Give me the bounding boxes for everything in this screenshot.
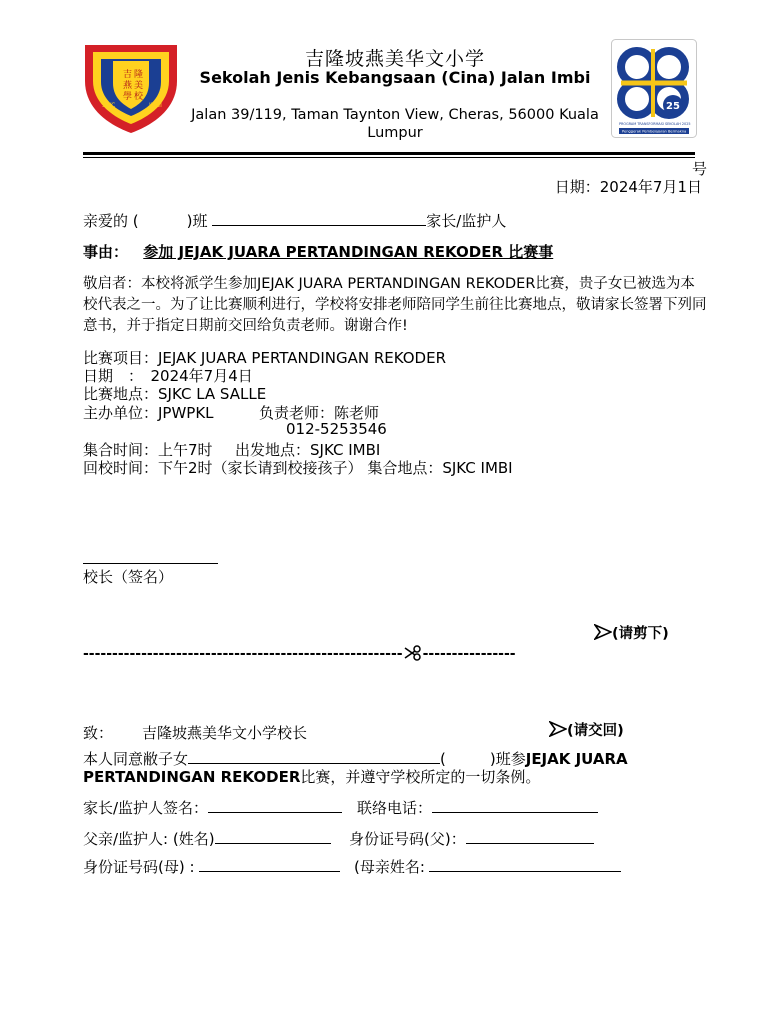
arrow-pointer-icon xyxy=(549,721,567,737)
return-label: (请交回) xyxy=(567,723,624,739)
logo-text: 25 xyxy=(666,101,680,112)
field-label: 身份证号码(父)： xyxy=(349,830,466,848)
mother-ic-field xyxy=(83,856,340,877)
cut-dashes-left: ------------------------------------------------------- xyxy=(83,646,403,662)
scissors-icon xyxy=(403,645,423,661)
return-instruction xyxy=(549,719,624,740)
father-ic-blank[interactable] xyxy=(466,831,594,844)
arrow-pointer-icon xyxy=(594,624,612,640)
letter-date: 日期：2024年7月1日 xyxy=(554,178,702,196)
detail-gather-time: 集合时间：上午7时 xyxy=(83,441,213,459)
mother-name-field xyxy=(354,856,621,877)
letter-body: 敬启者：本校将派学生参加JEJAK JUARA PERTANDINGAN REKODER比赛，贵子女已被选为本校代表之一。为了让比赛顺利进行，学校将安排老师陪同学生前往比赛地点，敬请家长签署下列同意书，并于指定日期前交回给负责老师。谢谢合作! xyxy=(83,276,707,334)
school-address: Jalan 39/119, Taman Taynton View, Cheras, 56000 Kuala Lumpur xyxy=(191,107,599,141)
crest-text: IMBI xyxy=(149,102,162,109)
crest-text: 美 xyxy=(134,81,144,91)
phone-field xyxy=(357,797,598,818)
consent-rest: 比赛，并遵守学校所定的一切条例。 xyxy=(300,768,541,786)
father-name-field xyxy=(83,828,331,849)
field-label: 父亲/监护人: (姓名) xyxy=(83,830,215,848)
header-divider-thick xyxy=(83,152,695,155)
consent-line-2 xyxy=(83,766,540,787)
header-divider-thin xyxy=(83,157,695,158)
field-label: 身份证号码(母) : xyxy=(83,858,195,876)
contact-phone: 012-5253546 xyxy=(286,420,387,438)
subject-label: 事由： xyxy=(83,243,129,261)
program-transformasi-logo xyxy=(611,39,697,138)
cut-instruction xyxy=(594,622,669,643)
logo-text: Penggerak Pembelajaran Bermakna xyxy=(622,129,687,134)
consent-class: )班参 xyxy=(489,750,526,768)
mother-name-blank[interactable] xyxy=(429,859,621,872)
child-name-blank[interactable] xyxy=(188,751,440,764)
detail-date: 日期 ： 2024年7月4日 xyxy=(83,367,253,385)
school-name-english: Sekolah Jenis Kebangsaan (Cina) Jalan Imbi xyxy=(199,68,591,87)
subject-line xyxy=(83,241,553,262)
crest-text: SJKC xyxy=(102,102,116,109)
father-ic-field xyxy=(349,828,594,849)
reply-to-label: 致： xyxy=(83,724,114,742)
crest-text: 吉 xyxy=(123,70,133,80)
contact-teacher: 负责老师：陈老师 xyxy=(259,404,380,422)
cut-dashes-right: ---------------- xyxy=(422,646,516,662)
parent-signature-field xyxy=(83,797,342,818)
consent-event-part2: PERTANDINGAN REKODER xyxy=(83,768,301,786)
subject-text: 参加 JEJAK JUARA PERTANDINGAN REKODER 比赛事 xyxy=(143,243,554,261)
crest-text: 隆 xyxy=(134,70,144,80)
detail-organizer: 主办单位：JPWPKL xyxy=(83,404,214,422)
cut-label: (请剪下) xyxy=(612,626,669,642)
detail-venue: 比赛地点：SJKC LA SALLE xyxy=(83,385,267,403)
field-label: (母亲姓名: xyxy=(354,858,425,876)
father-name-blank[interactable] xyxy=(215,831,331,844)
salutation-class: )班 xyxy=(186,212,208,230)
field-label: 联络电话： xyxy=(357,799,433,817)
crest-text: 校 xyxy=(134,92,144,102)
salutation-suffix: 家长/监护人 xyxy=(426,212,507,230)
phone-blank[interactable] xyxy=(432,800,598,813)
logo-text: PROGRAM TRANSFORMASI SEKOLAH 2025 xyxy=(619,122,691,126)
signature-title: 校长（签名） xyxy=(83,568,174,586)
school-crest-logo xyxy=(83,43,179,135)
field-label: 家长/监护人签名： xyxy=(83,799,209,817)
signature-line xyxy=(83,563,218,564)
salutation xyxy=(83,210,506,231)
consent-prefix: 本人同意敝子女 xyxy=(83,750,189,768)
detail-event: 比赛项目：JEJAK JUARA PERTANDINGAN REKODER xyxy=(83,349,447,367)
consent-event-part1: JEJAK JUARA xyxy=(525,750,628,768)
class-name-blank xyxy=(212,213,426,226)
school-name-chinese: 吉隆坡燕美华文小学 xyxy=(304,48,485,70)
detail-return-time: 回校时间：下午2时（家长请到校接孩子） 集合地点：SJKC IMBI xyxy=(83,459,513,477)
reply-to-text: 吉隆坡燕美华文小学校长 xyxy=(142,724,308,742)
detail-depart-place: 出发地点：SJKC IMBI xyxy=(235,441,381,459)
mother-ic-blank[interactable] xyxy=(199,859,340,872)
crest-text: 學 xyxy=(123,92,133,102)
crest-text: 燕 xyxy=(123,81,133,91)
cut-line xyxy=(83,645,516,662)
consent-line-1: 本人同意敝子女 ( )班参JEJAK JUARA xyxy=(83,750,628,768)
salutation-prefix: 亲爱的 ( xyxy=(83,212,139,230)
parent-signature-blank[interactable] xyxy=(208,800,342,813)
reference-mark: 号 xyxy=(692,160,708,178)
